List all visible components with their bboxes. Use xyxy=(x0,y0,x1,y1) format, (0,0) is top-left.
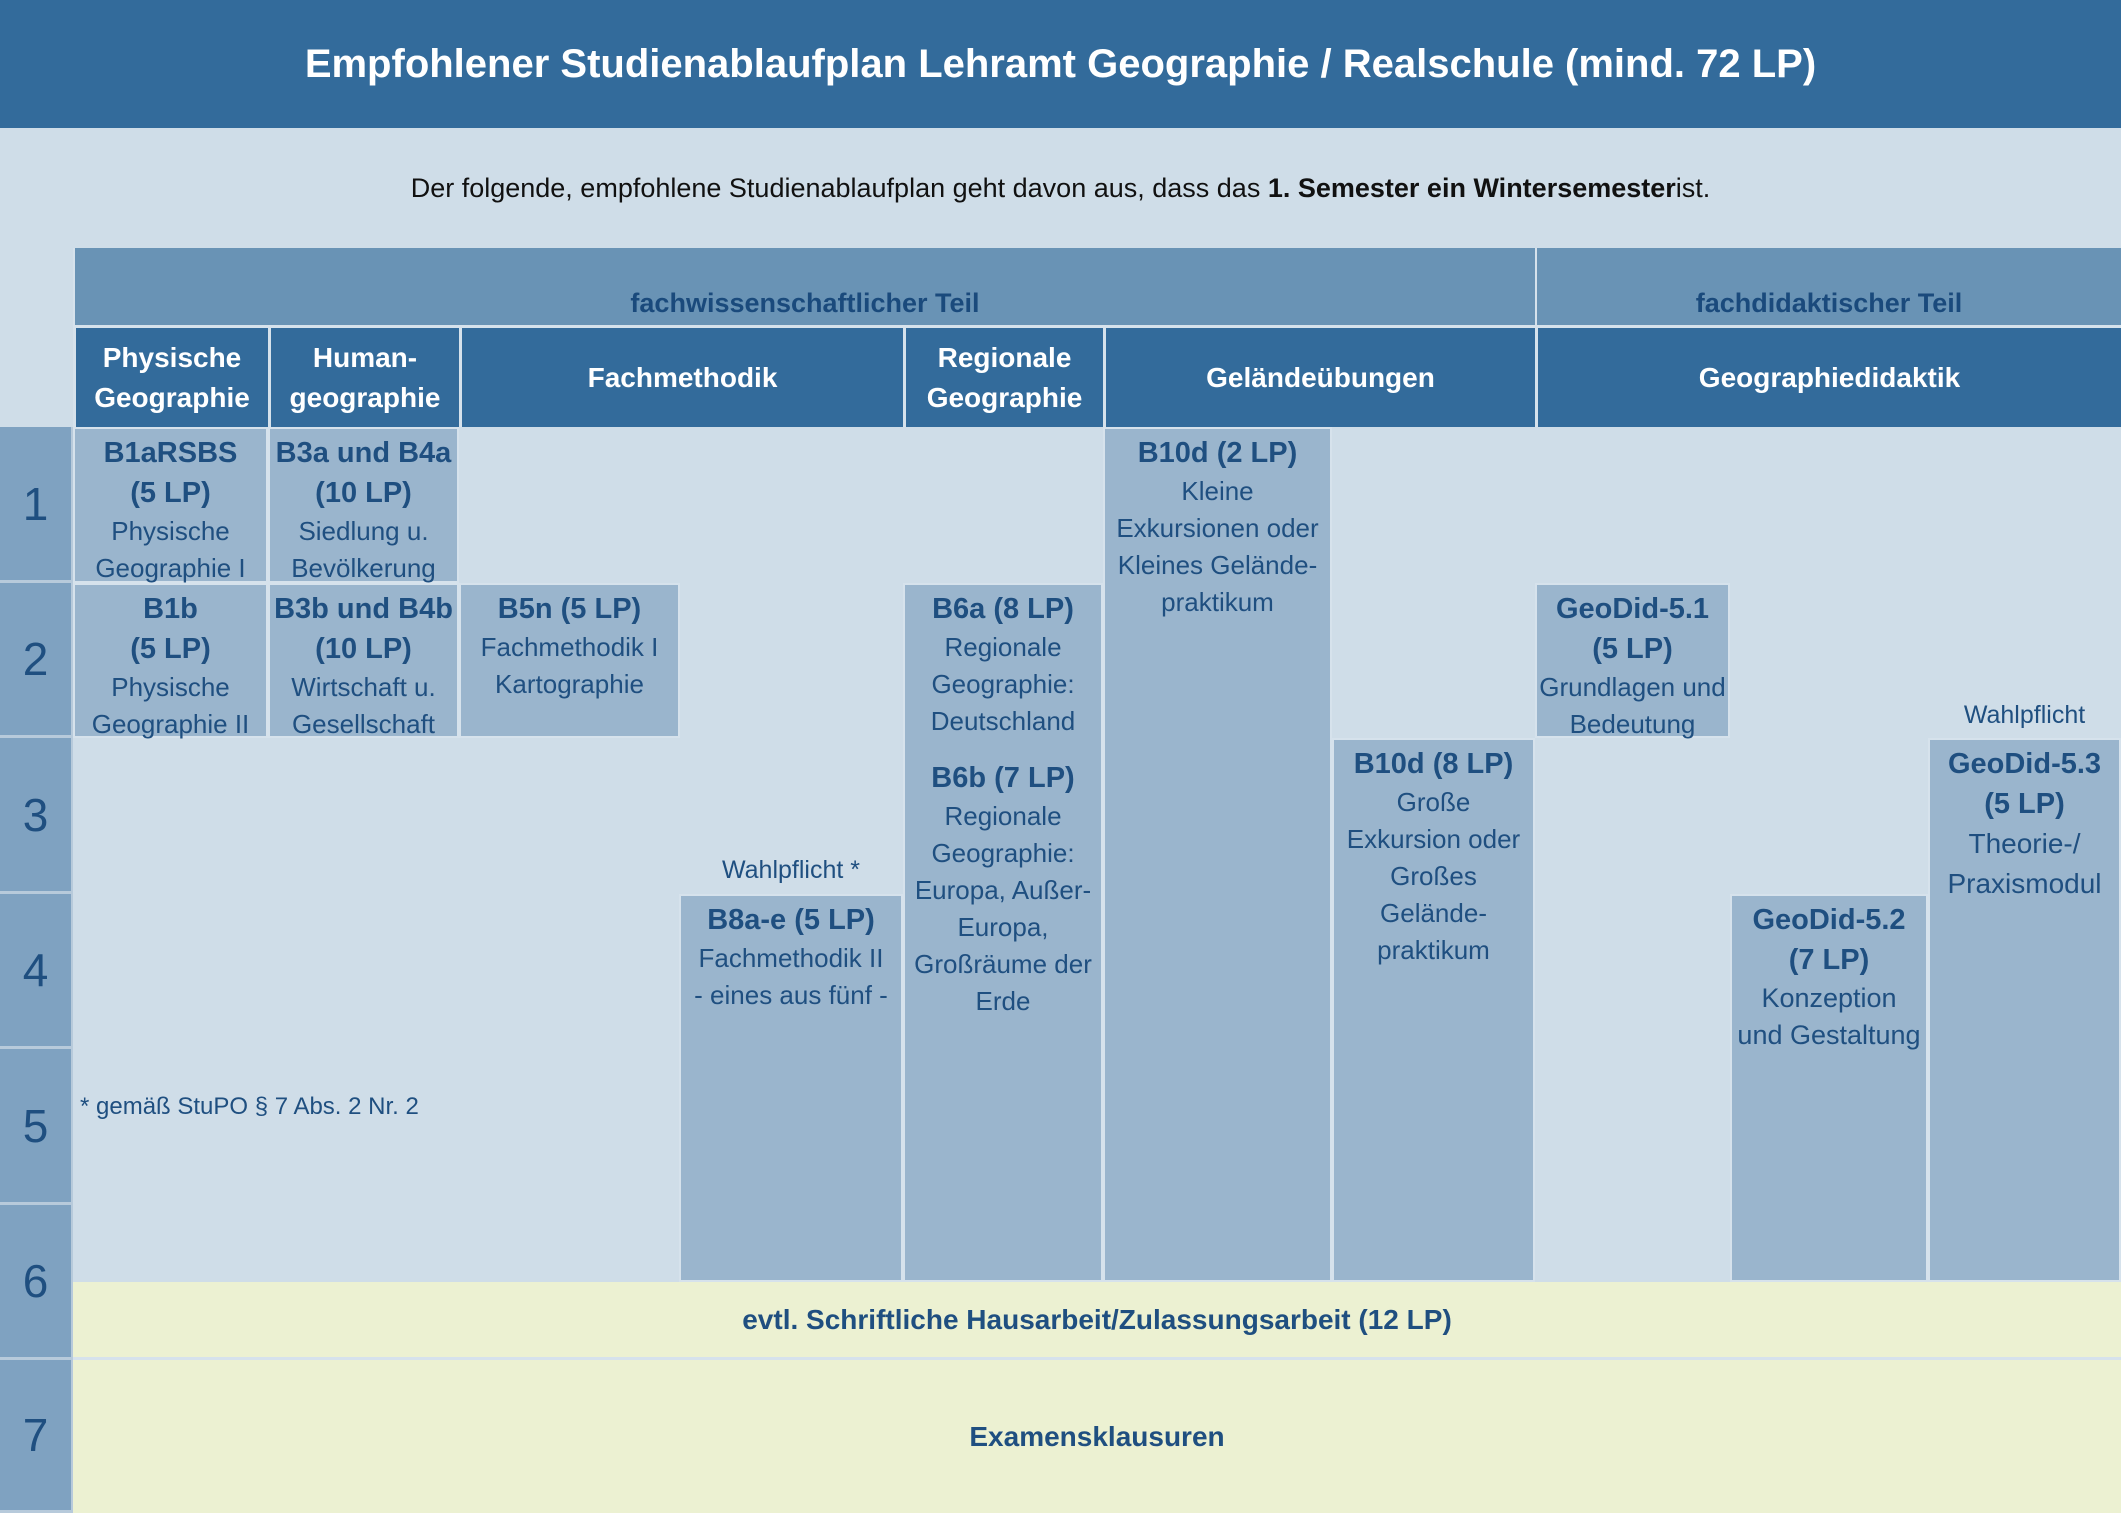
semester-1: 1 xyxy=(0,427,73,583)
module-code: B1b (5 LP) xyxy=(130,593,211,665)
module-b3b-b4b xyxy=(268,583,459,738)
module-code: B10d (2 LP) xyxy=(1137,437,1298,469)
module-b6a-b6b xyxy=(903,583,1103,1282)
module-desc: Grundlagen und Bedeutung xyxy=(1539,672,1726,739)
semester-4: 4 xyxy=(0,894,73,1049)
module-geodid-5-1 xyxy=(1535,583,1730,738)
semester-7: 7 xyxy=(0,1360,73,1513)
group-fachwissenschaftlich: fachwissenschaftlicher Teil xyxy=(73,248,1535,325)
module-b8a-e xyxy=(679,894,903,1282)
intro-bold: 1. Semester ein Wintersemester xyxy=(1267,172,1676,203)
intro-text xyxy=(0,128,2121,248)
module-b10d-big xyxy=(1332,738,1535,1282)
module-desc: Physische Geographie I xyxy=(95,516,246,583)
group-fachdidaktisch: fachdidaktischer Teil xyxy=(1535,248,2121,325)
module-b3a-b4a xyxy=(268,427,459,583)
module-b5n xyxy=(459,583,680,738)
intro-before: Der folgende, empfohlene Studienablaufplan geht davon aus, dass das xyxy=(410,172,1268,203)
module-code: B6b (7 LP) xyxy=(931,762,1075,794)
module-b10d-small xyxy=(1103,427,1332,1282)
module-geodid-5-2 xyxy=(1730,894,1928,1282)
module-code: GeoDid-5.2 (7 LP) xyxy=(1752,904,1906,976)
module-desc: Große Exkursion oder Großes Gelände- praktikum xyxy=(1346,787,1521,965)
wahlpflicht-label: Wahlpflicht xyxy=(1963,701,2086,729)
col-humangeographie: Human- geographie xyxy=(268,325,459,427)
module-b1b xyxy=(73,583,268,738)
hausarbeit-bar: evtl. Schriftliche Hausarbeit/Zulassungsarbeit (12 LP) xyxy=(73,1282,2121,1360)
semester-2: 2 xyxy=(0,583,73,738)
module-desc: Fachmethodik II - eines aus fünf - xyxy=(694,943,888,1010)
examensklausuren-bar: Examensklausuren xyxy=(73,1360,2121,1513)
module-desc: Kleine Exkursionen oder Kleines Gelände- praktikum xyxy=(1116,476,1319,617)
module-code: GeoDid-5.1 (5 LP) xyxy=(1555,593,1710,665)
module-desc: Wirtschaft u. Gesellschaft xyxy=(291,672,436,739)
module-code: B8a-e (5 LP) xyxy=(707,904,875,936)
module-desc: Konzeption und Gestaltung xyxy=(1737,983,1921,1050)
module-desc: Theorie-/ Praxismodul xyxy=(1947,828,2102,899)
module-code: B10d (8 LP) xyxy=(1353,748,1514,780)
col-regionale-geographie: Regionale Geographie xyxy=(903,325,1103,427)
footnote: * gemäß StuPO § 7 Abs. 2 Nr. 2 xyxy=(80,1093,419,1120)
semester-3: 3 xyxy=(0,738,73,894)
page-title: Empfohlener Studienablaufplan Lehramt Geographie / Realschule (mind. 72 LP) xyxy=(0,0,2121,128)
module-code: B5n (5 LP) xyxy=(497,593,642,625)
module-code: B3b und B4b (10 LP) xyxy=(274,593,453,665)
module-desc: Fachmethodik I Kartographie xyxy=(480,632,659,699)
semester-6: 6 xyxy=(0,1205,73,1360)
col-geographiedidaktik: Geographiedidaktik xyxy=(1535,325,2121,427)
module-code: GeoDid-5.3 (5 LP) xyxy=(1947,748,2102,820)
module-desc: Siedlung u. Bevölkerung xyxy=(291,516,436,583)
col-gelaendeuebungen: Geländeübungen xyxy=(1103,325,1535,427)
module-desc: Physische Geographie II xyxy=(91,672,250,739)
module-code: B3a und B4a (10 LP) xyxy=(275,437,452,509)
module-desc: Regionale Geographie: Europa, Außer- Europa, Großräume der Erde xyxy=(914,801,1092,1016)
col-fachmethodik: Fachmethodik xyxy=(459,325,903,427)
module-desc: Regionale Geographie: Deutschland xyxy=(930,632,1076,736)
module-code: B1aRSBS (5 LP) xyxy=(103,437,238,509)
intro-after: ist. xyxy=(1675,172,1711,203)
module-code: B6a (8 LP) xyxy=(932,593,1074,625)
module-geodid-5-3 xyxy=(1928,738,2121,1282)
col-physische-geographie: Physische Geographie xyxy=(73,325,268,427)
semester-5: 5 xyxy=(0,1049,73,1205)
module-b1a xyxy=(73,427,268,583)
wahlpflicht-star-label: Wahlpflicht * xyxy=(721,856,860,884)
